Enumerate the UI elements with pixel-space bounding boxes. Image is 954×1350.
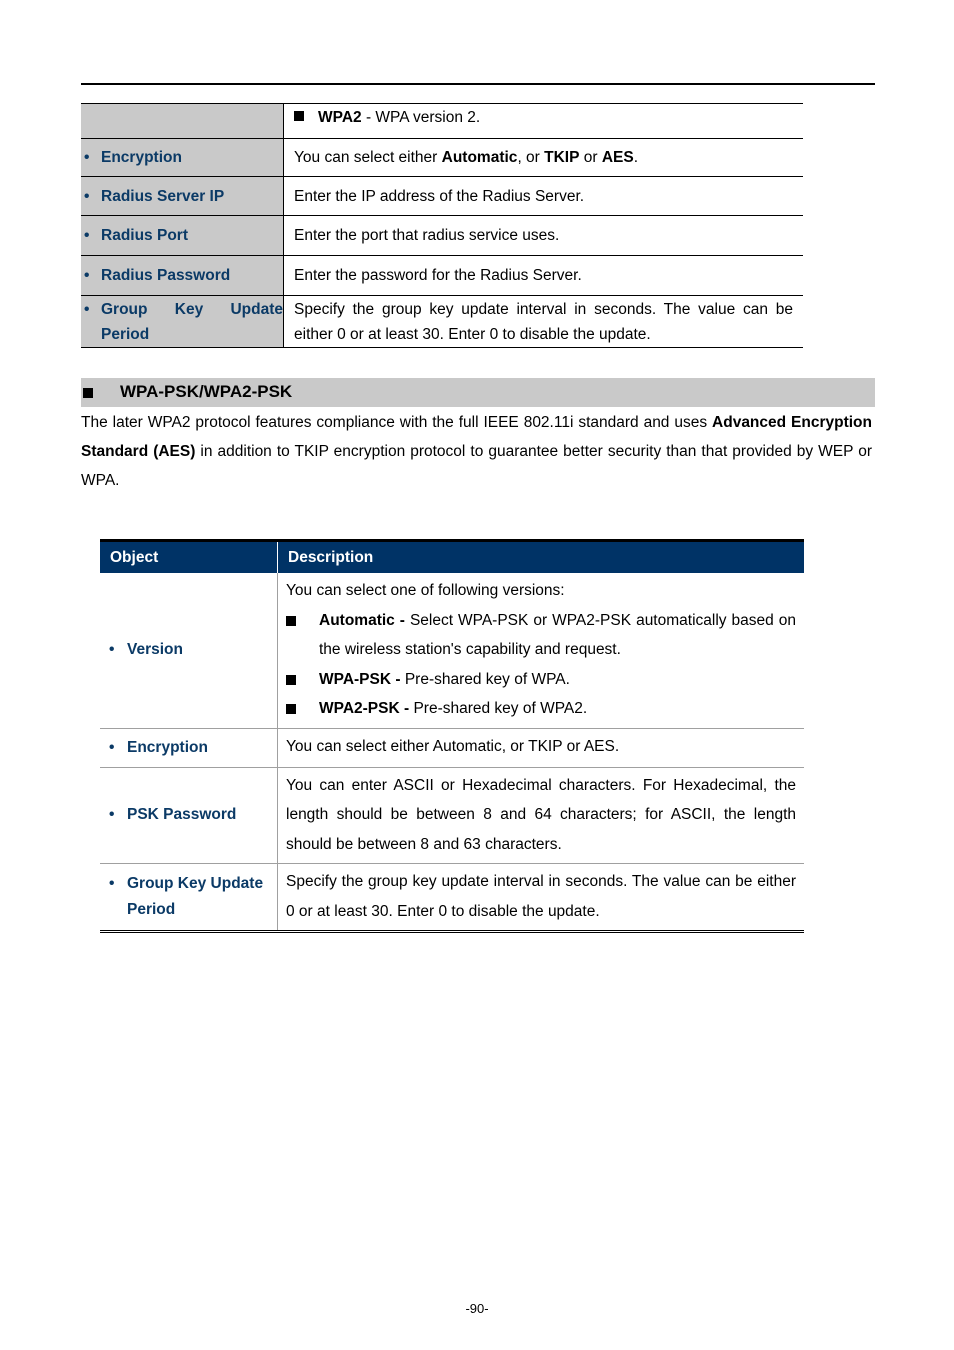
object-cell	[81, 216, 284, 256]
description-cell	[284, 296, 804, 348]
table-row	[100, 767, 804, 864]
table-row	[81, 256, 803, 296]
object-label: Radius Port	[101, 227, 188, 244]
section-title: WPA-PSK/WPA2-PSK	[120, 382, 293, 401]
bullet-icon: •	[84, 267, 90, 284]
description-text: .	[633, 149, 639, 166]
version-item-text: Pre-shared key of WPA2.	[413, 700, 588, 717]
description-text: or	[579, 149, 602, 166]
object-cell	[81, 296, 284, 348]
table-header-row	[100, 541, 804, 574]
wpa2-text: - WPA version 2.	[361, 109, 481, 126]
object-cell	[100, 573, 278, 728]
table-row	[81, 216, 803, 256]
version-item-label: WPA2-PSK -	[319, 700, 414, 717]
description-column-header: Description	[278, 541, 805, 574]
object-label: Radius Password	[101, 267, 231, 284]
square-bullet-icon	[286, 675, 296, 685]
emphasis-text: Automatic	[441, 149, 518, 166]
description-cell: You can select either Automatic, or TKIP or AES.	[278, 728, 805, 767]
header-rule	[81, 83, 875, 85]
table-row	[81, 139, 803, 177]
list-item	[286, 665, 796, 695]
object-cell	[100, 728, 278, 767]
object-cell	[81, 256, 284, 296]
emphasis-text: AES	[601, 149, 634, 166]
table-row	[100, 864, 804, 932]
group-key-label-line2: Period	[101, 325, 150, 343]
bullet-icon: •	[84, 227, 90, 244]
description-cell	[284, 216, 804, 256]
table-row	[81, 296, 803, 348]
table-row	[100, 728, 804, 767]
object-cell	[100, 864, 278, 932]
group-key-label-line1: Group Key Update	[101, 300, 283, 318]
description-cell	[284, 139, 804, 177]
version-item-label: WPA-PSK -	[319, 670, 405, 688]
bullet-icon: •	[84, 187, 90, 205]
description-cell	[284, 256, 804, 296]
bullet-icon: •	[84, 149, 90, 166]
description-cell	[284, 177, 804, 216]
version-item-text: Pre-shared key of WPA.	[404, 670, 570, 688]
version-item-label: Automatic -	[319, 611, 410, 629]
paragraph-text: The later WPA2 protocol features compliance with the full IEEE 802.11i standard and uses	[81, 414, 713, 431]
version-item-text: Select WPA-PSK or WPA2-PSK automatically based on the wireless station's capability and request.	[319, 611, 796, 658]
object-label: Radius Server IP	[101, 187, 225, 205]
description-text: , or	[517, 149, 545, 166]
description-text: Enter the port that radius service uses.	[294, 227, 560, 244]
bullet-icon: •	[109, 738, 115, 756]
psk-password-label: PSK Password	[127, 806, 237, 824]
object-cell	[81, 177, 284, 216]
object-cell	[81, 104, 284, 139]
description-cell: Specify the group key update interval in seconds. The value can be either 0 or at least 30. Enter 0 to disable the update.	[278, 864, 805, 932]
table-row	[81, 104, 803, 139]
object-column-header: Object	[100, 541, 278, 574]
page-number: -90-	[465, 1301, 489, 1316]
version-intro: You can select one of following versions:	[286, 582, 565, 599]
emphasis-text: Advanced Encryption Standard (AES)	[81, 414, 872, 460]
object-cell	[100, 767, 278, 864]
list-item	[286, 694, 796, 724]
object-label: Encryption	[101, 149, 182, 166]
description-text: Enter the password for the Radius Server.	[294, 267, 582, 284]
group-key-label: Group Key Update Period	[127, 875, 264, 918]
version-label: Version	[127, 641, 183, 659]
group-key-desc-line2: either 0 or at least 30. Enter 0 to disable the update.	[294, 325, 651, 343]
emphasis-text: TKIP	[544, 149, 580, 166]
description-text: You can select either	[294, 149, 442, 166]
group-key-desc-line1: Specify the group key update interval in seconds. The value can be	[294, 300, 793, 318]
paragraph-text: in addition to TKIP encryption protocol to guarantee better security than that provided by WEP or WPA.	[81, 443, 873, 489]
description-cell	[278, 573, 805, 728]
list-item	[286, 606, 796, 665]
square-bullet-icon	[294, 111, 304, 121]
description-text: Enter the IP address of the Radius Server.	[294, 187, 585, 205]
bullet-icon: •	[109, 875, 115, 892]
wpa-psk-settings-table	[100, 539, 804, 933]
bullet-icon: •	[109, 641, 115, 659]
wpa-settings-table	[81, 103, 803, 348]
square-bullet-icon	[83, 388, 93, 398]
wpa2-label: WPA2	[318, 109, 362, 126]
bullet-icon: •	[109, 806, 115, 824]
description-cell: You can enter ASCII or Hexadecimal characters. For Hexadecimal, the length should be between 8 and 64 characters; for ASCII, the length should be between 8 and 63 characters.	[278, 767, 805, 864]
description-cell	[284, 104, 804, 139]
table-row	[100, 573, 804, 728]
square-bullet-icon	[286, 616, 296, 626]
object-cell	[81, 139, 284, 177]
table-row	[81, 177, 803, 216]
square-bullet-icon	[286, 704, 296, 714]
section-heading	[81, 378, 875, 407]
bullet-icon: •	[84, 300, 90, 318]
encryption-label: Encryption	[127, 738, 208, 756]
section-paragraph	[81, 408, 872, 495]
